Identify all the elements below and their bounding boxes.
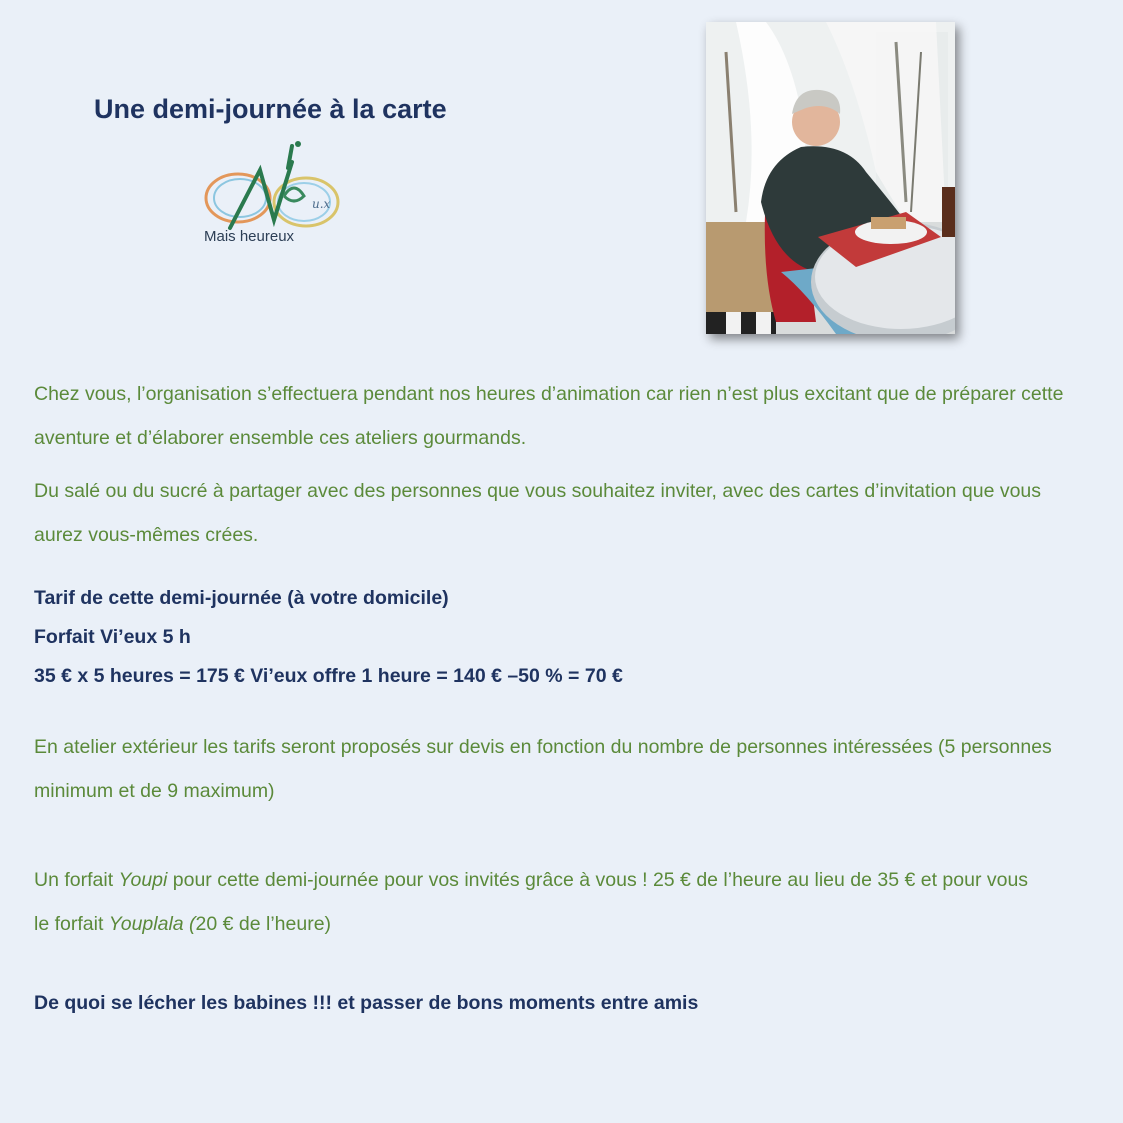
intro-paragraph-2: Du salé ou du sucré à partager avec des personnes que vous souhaitez inviter, avec des cartes d’invitation que vous aurez vous-mêmes crées.	[34, 480, 1042, 546]
intro-paragraph-1: Chez vous, l’organisation s’effectuera pendant nos heures d’animation car rien n’est plus excitant que de préparer cette aventure et d’élaborer ensemble ces ateliers gourmands.	[34, 383, 1064, 449]
photo	[706, 22, 955, 334]
closing-text: De quoi se lécher les babines !!! et passer de bons moments entre amis	[34, 992, 699, 1014]
offer-text-1: Un forfait	[34, 869, 119, 891]
page-title: Une demi-journée à la carte	[94, 94, 447, 124]
offer-text-3: 20 € de l’heure)	[195, 913, 332, 935]
youpi-package-name: Youpi	[118, 869, 168, 891]
pricing-package: Forfait Vi’eux 5 h	[34, 626, 191, 648]
outdoor-paragraph: En atelier extérieur les tarifs seront proposés sur devis en fonction du nombre de personnes intéressées (5 personnes minimum et de 9 maximum)	[34, 736, 1052, 802]
offer-paragraph	[34, 858, 1044, 946]
offer-text-2: pour cette demi-journée pour vos invités grâce à vous ! 25 € de l’heure au lieu de 35 € et pour vous le forfait	[34, 869, 1029, 935]
youplala-package-name: Youplala (	[108, 913, 196, 935]
vieux-logo	[200, 140, 350, 250]
smiling-woman-at-table-photo	[706, 22, 955, 334]
pricing-title: Tarif de cette demi-journée (à votre domicile)	[34, 587, 449, 609]
logo-caption: Mais heureux	[204, 228, 295, 245]
svg-text:u.x: u.x	[312, 197, 331, 211]
vieux-bicycle-logo-icon	[200, 140, 350, 240]
pricing-calculation: 35 € x 5 heures = 175 € Vi’eux offre 1 heure = 140 € –50 % = 70 €	[34, 665, 623, 687]
